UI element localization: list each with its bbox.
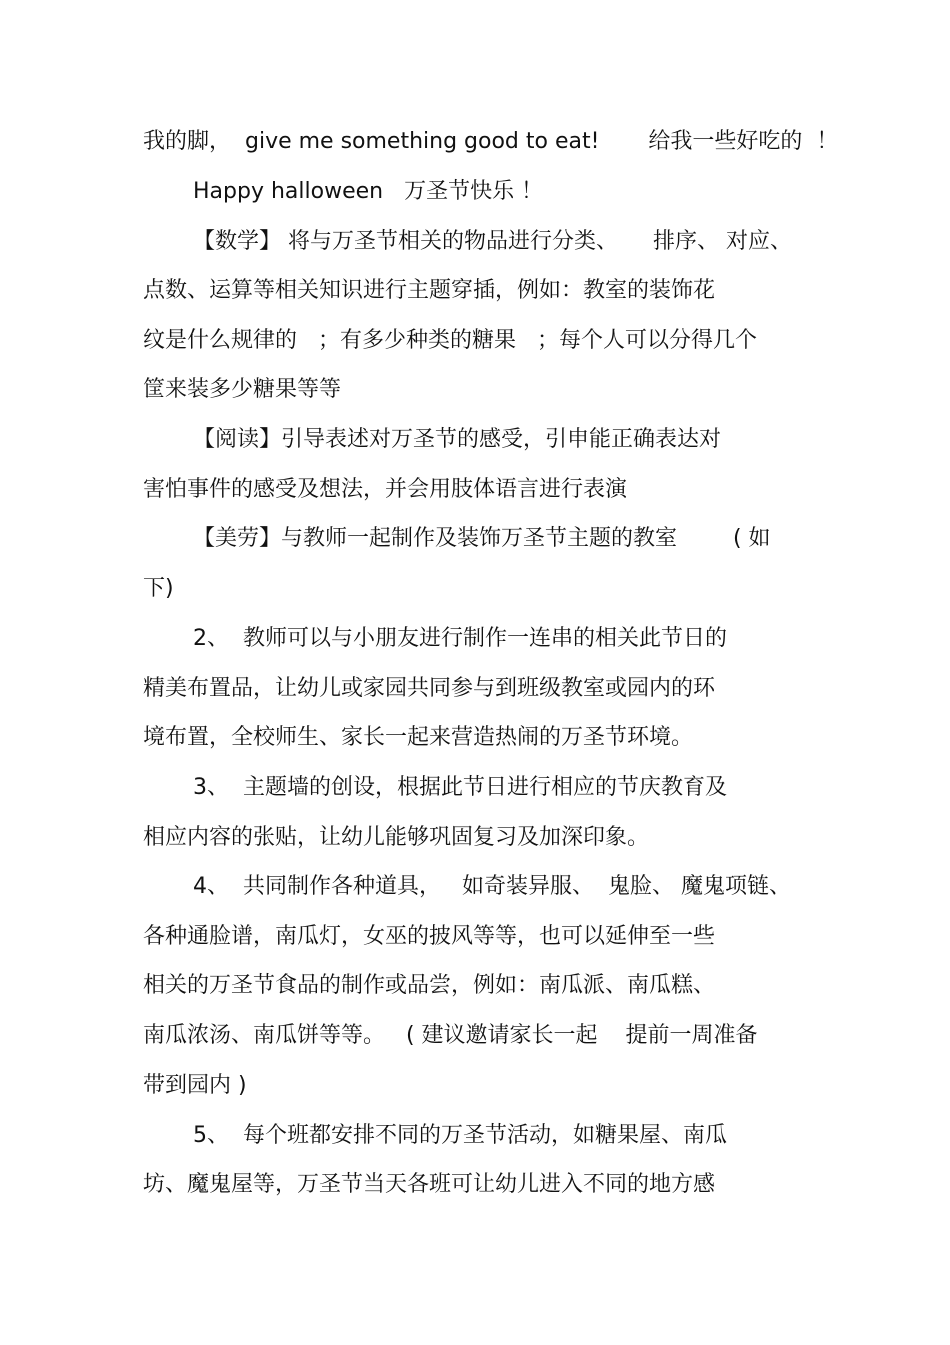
text-line-21: 5、 每个班都安排不同的万圣节活动，如糖果屋、南瓜	[193, 1123, 727, 1148]
text-line-19: 南瓜浓汤、南瓜饼等等。 ( 建议邀请家长一起 提前一周准备	[143, 1023, 758, 1048]
text-line-8: 害怕事件的感受及想法，并会用肢体语言进行表演	[143, 477, 628, 502]
text-line-22: 坊、魔鬼屋等，万圣节当天各班可让幼儿进入不同的地方感	[143, 1172, 716, 1197]
text-line-14: 3、 主题墙的创设，根据此节日进行相应的节庆教育及	[193, 775, 727, 800]
text-line-11: 2、 教师可以与小朋友进行制作一连串的相关此节日的	[193, 626, 727, 651]
text-line-4: 点数、运算等相关知识进行主题穿插，例如：教室的装饰花	[143, 278, 716, 303]
text-line-12: 精美布置品，让幼儿或家园共同参与到班级教室或园内的环	[143, 676, 716, 701]
text-line-16: 4、 共同制作各种道具， 如奇装异服、 鬼脸、 魔鬼项链、	[193, 874, 791, 899]
text-line-17: 各种通脸谱，南瓜灯，女巫的披风等等，也可以延伸至一些	[143, 924, 716, 949]
text-line-18: 相关的万圣节食品的制作或品尝，例如：南瓜派、南瓜糕、	[143, 973, 716, 998]
text-line-9: 【美劳】与教师一起制作及装饰万圣节主题的教室 ( 如	[193, 526, 771, 551]
text-line-20: 带到园内 )	[143, 1073, 247, 1098]
text-line-5: 纹是什么规律的 ；有多少种类的糖果 ；每个人可以分得几个	[143, 328, 757, 353]
text-line-6: 筐来装多少糖果等等	[143, 377, 342, 402]
text-line-13: 境布置，全校师生、家长一起来营造热闹的万圣节环境。	[143, 725, 694, 750]
text-line-2: Happy halloween 万圣节快乐 ！	[193, 179, 544, 204]
text-line-15: 相应内容的张贴，让幼儿能够巩固复习及加深印象。	[143, 825, 650, 850]
text-line-7: 【阅读】引导表述对万圣节的感受，引申能正确表达对	[193, 427, 722, 452]
text-line-3: 【数学】 将与万圣节相关的物品进行分类、 排序、 对应、	[193, 229, 792, 254]
text-line-10: 下)	[143, 576, 174, 601]
text-line-1: 我的脚， give me something good to eat! 给我一些好吃的 ！	[143, 129, 839, 154]
